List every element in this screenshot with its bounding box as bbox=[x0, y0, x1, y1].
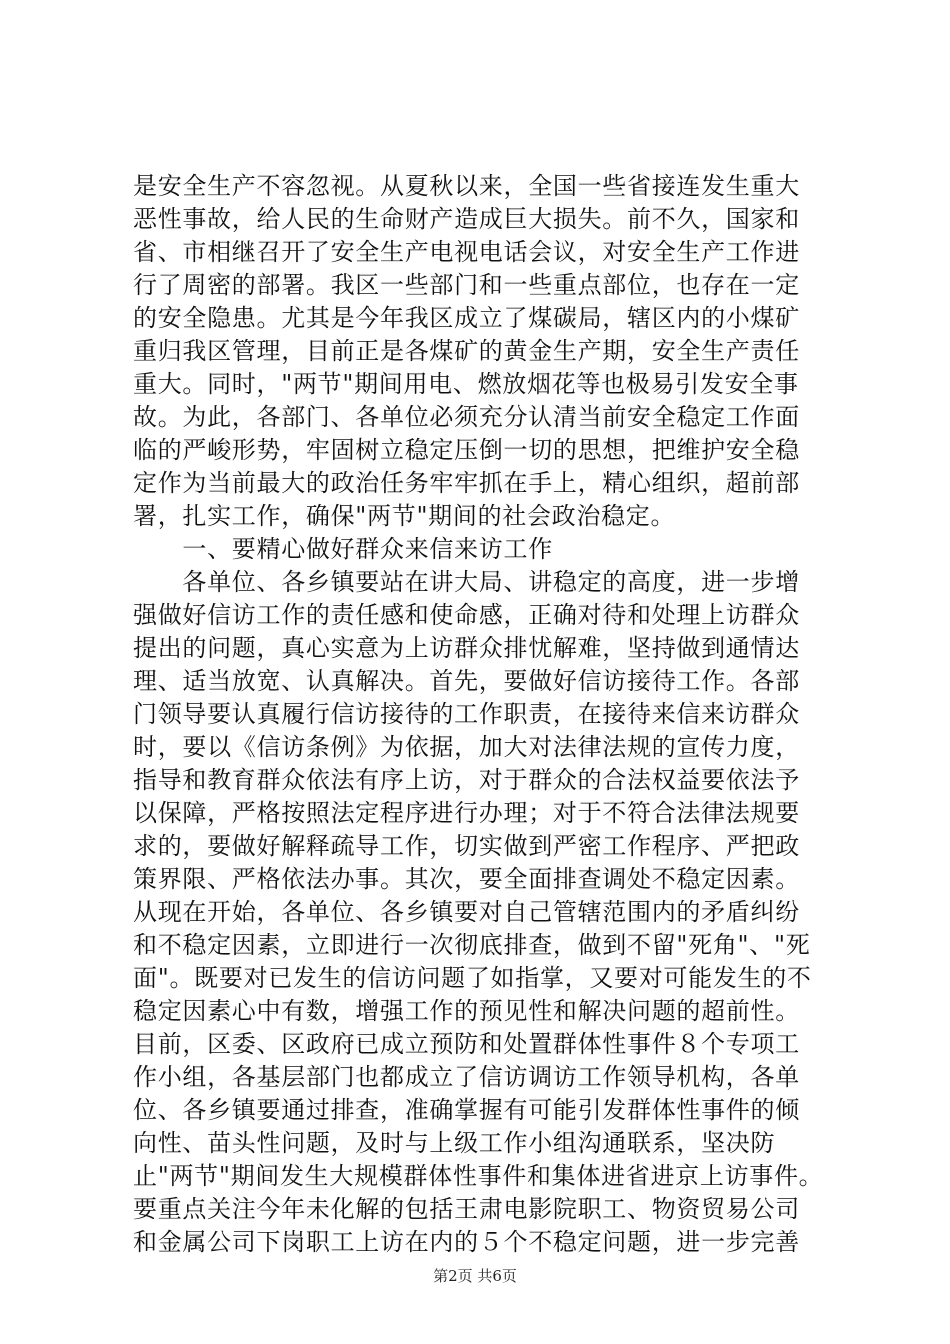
text-line: 从现在开始，各单位、各乡镇要对自己管辖范围内的矛盾纠纷 bbox=[133, 898, 800, 926]
text-line: 作小组，各基层部门也都成立了信访调访工作领导机构，各单 bbox=[133, 1063, 800, 1091]
page-number-footer: 第2页 共6页 bbox=[433, 1267, 517, 1285]
text-line: 求的，要做好解释疏导工作，切实做到严密工作程序、严把政 bbox=[133, 832, 800, 860]
text-line: 恶性事故，给人民的生命财产造成巨大损失。前不久，国家和 bbox=[133, 205, 800, 233]
text-line: 面"。既要对已发生的信访问题了如指掌，又要对可能发生的不 bbox=[133, 964, 812, 992]
text-line: 临的严峻形势，牢固树立稳定压倒一切的思想，把维护安全稳 bbox=[133, 436, 800, 464]
text-line: 省、市相继召开了安全生产电视电话会议，对安全生产工作进 bbox=[133, 238, 800, 266]
text-line: 定作为当前最大的政治任务牢牢抓在手上，精心组织，超前部 bbox=[133, 469, 800, 497]
text-line: 目前，区委、区政府已成立预防和处置群体性事件８个专项工 bbox=[133, 1030, 800, 1058]
text-line: 的安全隐患。尤其是今年我区成立了煤碳局，辖区内的小煤矿 bbox=[133, 304, 800, 332]
text-line: 提出的问题，真心实意为上访群众排忧解难，坚持做到通情达 bbox=[133, 634, 800, 662]
text-line: 位、各乡镇要通过排查，准确掌握有可能引发群体性事件的倾 bbox=[133, 1096, 800, 1124]
section-heading: 一、要精心做好群众来信来访工作 bbox=[133, 535, 553, 563]
text-line: 和金属公司下岗职工上访在内的５个不稳定问题，进一步完善 bbox=[133, 1228, 800, 1256]
text-line: 重归我区管理，目前正是各煤矿的黄金生产期，安全生产责任 bbox=[133, 337, 800, 365]
text-line: 和不稳定因素，立即进行一次彻底排查，做到不留"死角"、"死 bbox=[133, 931, 811, 959]
text-line: 故。为此，各部门、各单位必须充分认清当前安全稳定工作面 bbox=[133, 403, 800, 431]
text-line: 策界限、严格依法办事。其次，要全面排查调处不稳定因素。 bbox=[133, 865, 800, 893]
text-line: 强做好信访工作的责任感和使命感，正确对待和处理上访群众 bbox=[133, 601, 800, 629]
text-line: 以保障，严格按照法定程序进行办理；对于不符合法律法规要 bbox=[133, 799, 800, 827]
text-line: 时，要以《信访条例》为依据，加大对法律法规的宣传力度， bbox=[133, 733, 800, 761]
text-line: 指导和教育群众依法有序上访，对于群众的合法权益要依法予 bbox=[133, 766, 800, 794]
text-line: 行了周密的部署。我区一些部门和一些重点部位，也存在一定 bbox=[133, 271, 800, 299]
document-body bbox=[133, 170, 833, 1259]
text-line: 止"两节"期间发生大规模群体性事件和集体进省进京上访事件。 bbox=[133, 1162, 824, 1190]
text-line: 是安全生产不容忽视。从夏秋以来，全国一些省接连发生重大 bbox=[133, 172, 800, 200]
text-line: 署，扎实工作，确保"两节"期间的社会政治稳定。 bbox=[133, 502, 676, 530]
text-line: 各单位、各乡镇要站在讲大局、讲稳定的高度，进一步增 bbox=[133, 568, 800, 596]
text-line: 要重点关注今年未化解的包括王肃电影院职工、物资贸易公司 bbox=[133, 1195, 800, 1223]
text-line: 重大。同时，"两节"期间用电、燃放烟花等也极易引发安全事 bbox=[133, 370, 799, 398]
text-line: 理、适当放宽、认真解决。首先，要做好信访接待工作。各部 bbox=[133, 667, 800, 695]
text-line: 稳定因素心中有数，增强工作的预见性和解决问题的超前性。 bbox=[133, 997, 800, 1025]
text-line: 门领导要认真履行信访接待的工作职责，在接待来信来访群众 bbox=[133, 700, 800, 728]
text-line: 向性、苗头性问题，及时与上级工作小组沟通联系，坚决防 bbox=[133, 1129, 776, 1157]
